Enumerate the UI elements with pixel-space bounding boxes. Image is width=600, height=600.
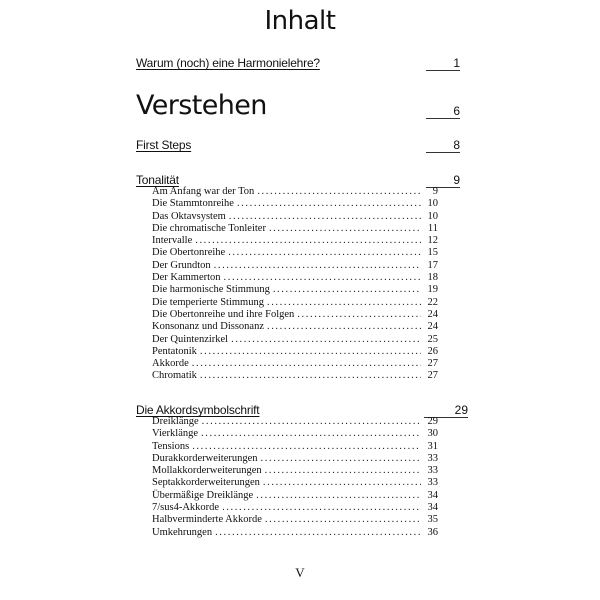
- toc-entry[interactable]: [152, 260, 438, 272]
- dot-leader: [214, 260, 421, 272]
- dot-leader: [231, 334, 421, 346]
- entry-label: Der Kammerton: [152, 272, 221, 284]
- page-number-footer: V: [295, 565, 305, 580]
- toc-entry[interactable]: [152, 309, 438, 321]
- entry-label: 7/sus4-Akkorde: [152, 502, 220, 514]
- toc-entry[interactable]: [152, 297, 438, 309]
- entry-label: Am Anfang war der Ton: [152, 186, 255, 197]
- entry-page: 31: [427, 440, 438, 452]
- section-label: First Steps: [136, 138, 192, 152]
- entry-label: Das Oktavsystem: [152, 210, 226, 222]
- entry-label: Durakkorderweiterungen: [152, 452, 258, 464]
- entry-label: Der Grundton: [152, 259, 211, 271]
- dot-leader: [265, 465, 421, 477]
- dot-leader: [256, 490, 421, 502]
- entry-label: Akkorde: [152, 358, 189, 370]
- dot-leader: [267, 297, 421, 309]
- dot-leader: [192, 441, 421, 453]
- entry-label: Dreiklänge: [152, 416, 199, 427]
- toc-entry[interactable]: [152, 198, 438, 210]
- entry-label: Die Stammtonreihe: [152, 198, 234, 210]
- toc-entry[interactable]: [152, 514, 438, 526]
- entry-label: Die chromatische Tonleiter: [152, 222, 266, 234]
- entry-page: 10: [427, 210, 438, 222]
- section-label: Warum (noch) eine Harmonielehre?: [136, 56, 320, 70]
- entry-page: 11: [427, 222, 438, 234]
- entry-page: 36: [427, 526, 438, 538]
- toc-entry[interactable]: [152, 272, 438, 284]
- entry-page: 24: [427, 308, 438, 320]
- dot-leader: [222, 502, 421, 514]
- toc-entry[interactable]: [152, 441, 438, 453]
- toc-entry[interactable]: [152, 465, 438, 477]
- entry-page: 26: [427, 345, 438, 357]
- entry-page: 33: [427, 452, 438, 464]
- toc-entry[interactable]: [152, 284, 438, 296]
- entry-label: Septakkorderweiterungen: [152, 477, 260, 489]
- entry-label: Intervalle: [152, 235, 193, 247]
- dot-leader: [265, 514, 421, 526]
- toc-section-tonalitaet[interactable]: [136, 173, 460, 187]
- toc-entry[interactable]: [152, 186, 438, 198]
- entry-label: Tensions: [152, 440, 190, 452]
- dot-leader: [273, 284, 421, 296]
- entry-page: 9: [432, 186, 438, 197]
- entry-label: Chromatik: [152, 370, 197, 382]
- entry-label: Die temperierte Stimmung: [152, 296, 264, 308]
- section-page-number: 29: [424, 403, 468, 418]
- toc-part-heading[interactable]: [136, 90, 460, 121]
- section-label: Tonalität: [136, 173, 179, 187]
- toc-section-first-steps[interactable]: [136, 138, 460, 152]
- entry-label: Der Quintenzirkel: [152, 333, 229, 345]
- part-page-number: 6: [426, 104, 460, 119]
- dot-leader: [267, 321, 421, 333]
- dot-leader: [195, 235, 421, 247]
- dot-leader: [269, 223, 421, 235]
- entry-page: 33: [427, 477, 438, 489]
- entry-label: Die harmonische Stimmung: [152, 284, 270, 296]
- dot-leader: [228, 247, 421, 259]
- dot-leader: [215, 527, 421, 539]
- entry-label: Konsonanz und Dissonanz: [152, 321, 264, 333]
- entry-page: 12: [427, 235, 438, 247]
- dot-leader: [200, 346, 421, 358]
- entry-label: Vierklänge: [152, 428, 199, 440]
- dot-leader: [229, 211, 421, 223]
- toc-entry[interactable]: [152, 453, 438, 465]
- entry-page: 35: [427, 514, 438, 526]
- entry-page: 17: [427, 259, 438, 271]
- section-label: Die Akkordsymbolschrift: [136, 403, 260, 417]
- toc-entry[interactable]: [152, 223, 438, 235]
- tonalitaet-entries: [152, 186, 438, 383]
- toc-entry[interactable]: [152, 490, 438, 502]
- page-title: Inhalt: [264, 6, 336, 36]
- toc-entry[interactable]: [152, 527, 438, 539]
- entry-label: Übermäßige Dreiklänge: [152, 489, 254, 501]
- section-page-number: 8: [426, 138, 460, 153]
- dot-leader: [263, 477, 421, 489]
- toc-section-akkordsymbolschrift[interactable]: [136, 403, 468, 417]
- entry-page: 15: [427, 247, 438, 259]
- dot-leader: [224, 272, 421, 284]
- entry-page: 27: [427, 370, 438, 382]
- entry-label: Pentatonik: [152, 345, 197, 357]
- entry-page: 22: [427, 296, 438, 308]
- entry-label: Mollakkorderweiterungen: [152, 465, 262, 477]
- toc-entry[interactable]: [152, 247, 438, 259]
- toc-entry[interactable]: [152, 502, 438, 514]
- part-label: Verstehen: [136, 90, 267, 121]
- toc-entry[interactable]: [152, 358, 438, 370]
- toc-entry[interactable]: [152, 321, 438, 333]
- entry-label: Umkehrungen: [152, 526, 213, 538]
- entry-page: 34: [427, 502, 438, 514]
- toc-entry[interactable]: [152, 346, 438, 358]
- entry-page: 25: [427, 333, 438, 345]
- entry-page: 24: [427, 321, 438, 333]
- dot-leader: [257, 186, 421, 198]
- section-page-number: 9: [426, 173, 460, 188]
- dot-leader: [192, 358, 421, 370]
- toc-entry[interactable]: [152, 211, 438, 223]
- toc-entry[interactable]: [152, 416, 438, 428]
- entry-page: 10: [427, 198, 438, 210]
- toc-entry[interactable]: [152, 428, 438, 440]
- toc-entry[interactable]: [152, 334, 438, 346]
- toc-entry[interactable]: [152, 477, 438, 489]
- toc-section-intro[interactable]: [136, 56, 460, 70]
- akkordsymbolschrift-entries: [152, 416, 438, 539]
- entry-page: 29: [427, 416, 438, 427]
- section-page-number: 1: [426, 56, 460, 71]
- dot-leader: [201, 428, 421, 440]
- entry-label: Die Obertonreihe und ihre Folgen: [152, 308, 295, 320]
- dot-leader: [297, 309, 421, 321]
- entry-page: 33: [427, 465, 438, 477]
- dot-leader: [261, 453, 421, 465]
- entry-page: 30: [427, 428, 438, 440]
- entry-page: 34: [427, 489, 438, 501]
- dot-leader: [202, 416, 421, 428]
- toc-entry[interactable]: [152, 235, 438, 247]
- toc-entry[interactable]: [152, 370, 438, 382]
- entry-page: 27: [427, 358, 438, 370]
- entry-page: 18: [427, 272, 438, 284]
- entry-label: Die Obertonreihe: [152, 247, 226, 259]
- entry-page: 19: [427, 284, 438, 296]
- dot-leader: [237, 198, 421, 210]
- entry-label: Halbverminderte Akkorde: [152, 514, 262, 526]
- dot-leader: [200, 370, 421, 382]
